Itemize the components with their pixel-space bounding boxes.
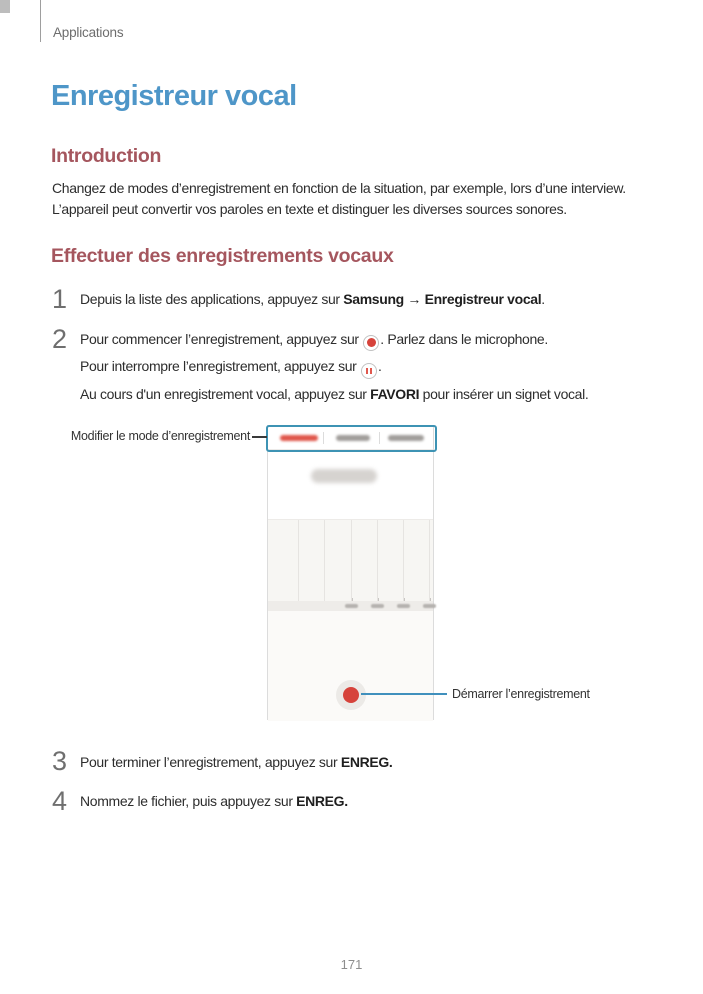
time-label-blurred (397, 604, 410, 608)
time-label-blurred (345, 604, 358, 608)
step-2-line2-pre: Pour interrompre l’enregistrement, appuyez sur (80, 358, 361, 374)
grid-line (377, 520, 378, 601)
step-2-line3-post: pour insérer un signet vocal. (419, 386, 589, 402)
step-3-bold-enreg: ENREG. (340, 754, 393, 770)
header-rule (40, 0, 41, 42)
step-1-number: 1 (52, 284, 68, 314)
step-4-text (80, 793, 348, 809)
step-3-text (80, 754, 392, 770)
waveform-area (268, 519, 433, 601)
grid-line (324, 520, 325, 601)
page-number: 171 (340, 957, 363, 972)
intro-heading: Introduction (51, 145, 162, 167)
step-2-line1-pre: Pour commencer l’enregistrement, appuyez sur (80, 331, 363, 347)
arrow-icon: → (403, 291, 425, 307)
grid-line (298, 520, 299, 601)
time-label-blurred (371, 604, 384, 608)
step-1-text-pre: Depuis la liste des applications, appuyez sur (80, 291, 344, 307)
step-2-bold-favori: FAVORI (370, 386, 420, 402)
callout-line-bottom (361, 693, 447, 695)
pause-icon (361, 363, 377, 379)
step-3-number: 3 (52, 746, 68, 776)
record-button-dot (343, 687, 359, 703)
step-3-text-pre: Pour terminer l’enregistrement, appuyez sur (80, 754, 341, 770)
step-1-text-post: . (541, 291, 545, 307)
step-1-bold-app: Enregistreur vocal (424, 291, 542, 307)
grid-line (351, 520, 352, 601)
mode-highlight-box (266, 425, 437, 452)
intro-paragraph-line2: L’appareil peut convertir vos paroles en texte et distinguer les diverses sources sonores. (52, 201, 567, 217)
step-1-text (80, 291, 545, 307)
callout-line-top (252, 436, 267, 438)
step-2-line3-pre: Au cours d'un enregistrement vocal, appuyez sur (80, 386, 371, 402)
timeline-strip (268, 601, 433, 611)
step-2-line1 (80, 331, 548, 351)
step-2-line3 (80, 386, 588, 402)
record-button-icon (336, 680, 366, 710)
step-1-bold-samsung: Samsung (343, 291, 404, 307)
step-2-line2-post: . (378, 358, 382, 374)
section-heading: Effectuer des enregistrements vocaux (51, 245, 394, 267)
step-2-line1-post: . Parlez dans le microphone. (380, 331, 548, 347)
record-dot (367, 338, 376, 347)
timer-display-blurred (311, 469, 377, 483)
step-2-line2 (80, 358, 382, 379)
step-4-text-pre: Nommez le fichier, puis appuyez sur (80, 793, 297, 809)
callout-start-recording: Démarrer l’enregistrement (452, 687, 590, 701)
intro-paragraph-line1: Changez de modes d’enregistrement en fonction de la situation, par exemple, lors d’une interview. (52, 180, 626, 196)
step-4-bold-enreg: ENREG. (296, 793, 348, 809)
record-icon (363, 335, 379, 351)
grid-line (403, 520, 404, 601)
page-title: Enregistreur vocal (51, 80, 297, 112)
step-4-number: 4 (52, 786, 68, 816)
breadcrumb: Applications (53, 25, 124, 40)
grid-line (429, 520, 430, 601)
time-label-blurred (423, 604, 436, 608)
pause-bars (366, 368, 372, 374)
corner-mark (0, 0, 10, 13)
callout-change-mode: Modifier le mode d’enregistrement (70, 429, 250, 443)
step-2-number: 2 (52, 324, 68, 354)
phone-screenshot (267, 425, 434, 720)
